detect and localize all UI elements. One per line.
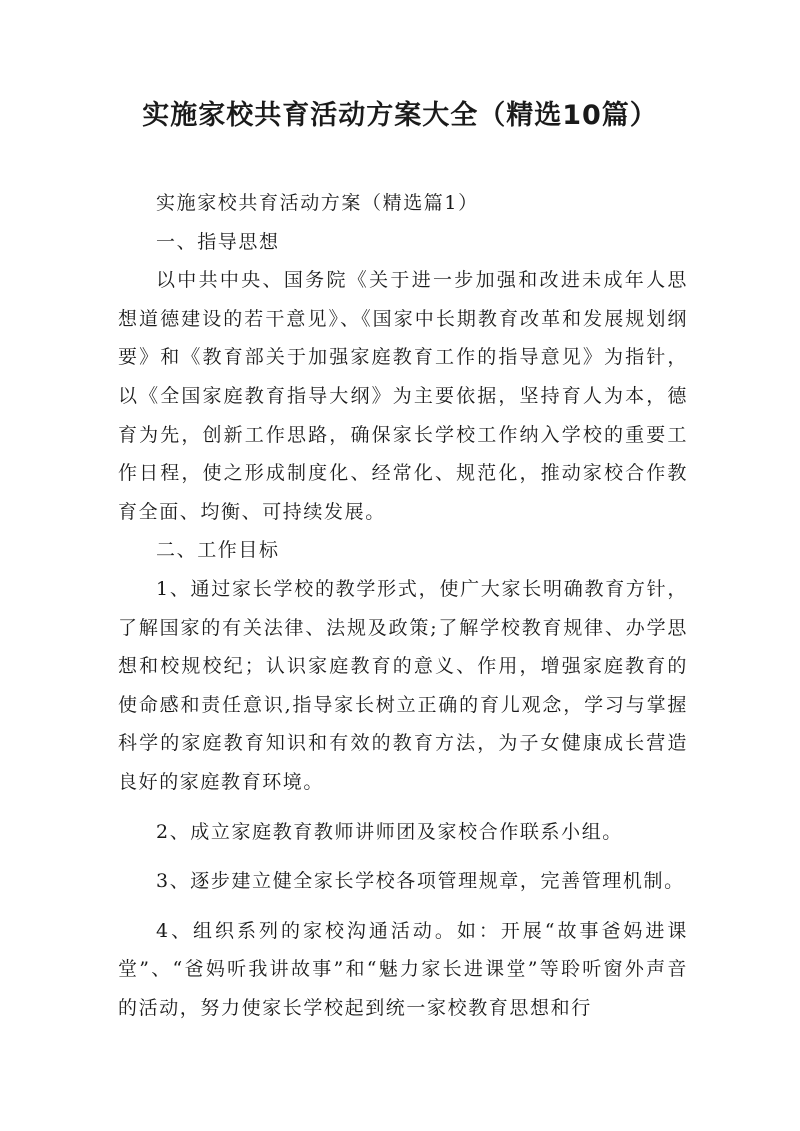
document-title: 实施家校共育活动方案大全（精选10篇） <box>142 100 658 131</box>
paragraph-goal-4: 4、组织系列的家校沟通活动。如：开展“故事爸妈进课堂”、“爸妈听我讲故事”和“魅力家长进课堂”等聆听窗外声音的活动，努力使家长学校起到统一家校教育思想和行 <box>118 919 688 1019</box>
paragraph-goal-2: 2、成立家庭教育教师讲师团及家校合作联系小组。 <box>156 820 623 843</box>
paragraph-goal-3: 3、逐步建立健全家长学校各项管理规章，完善管理机制。 <box>156 870 685 893</box>
section-heading-plan-1: 实施家校共育活动方案（精选篇1） <box>156 192 479 214</box>
section-heading-guiding-ideology: 一、指导思想 <box>156 230 280 253</box>
section-heading-work-goals: 二、工作目标 <box>156 539 280 562</box>
paragraph-goal-1: 1、通过家长学校的教学形式，使广大家长明确教育方针，了解国家的有关法律、法规及政策;了解学校教育规律、办学思想和校规校纪；认识家庭教育的意义、作用，增强家庭教育的使命感和责任意识,指导家长树立正确的育儿观念，学习与掌握科学的家庭教育知识和有效的教育方法，为子女健康成长营造良好的家庭教育环境。 <box>118 577 688 793</box>
document-body <box>118 184 688 1027</box>
paragraph-guiding-ideology: 以中共中央、国务院《关于进一步加强和改进未成年人思想道德建设的若干意见》、《国家中长期教育改革和发展规划纲要》和《教育部关于加强家庭教育工作的指导意见》为指针，以《全国家庭教育指导大纲》为主要依据，坚持育人为本，德育为先，创新工作思路，确保家长学校工作纳入学校的重要工作日程，使之形成制度化、经常化、规范化，推动家校合作教育全面、均衡、可持续发展。 <box>118 269 688 523</box>
